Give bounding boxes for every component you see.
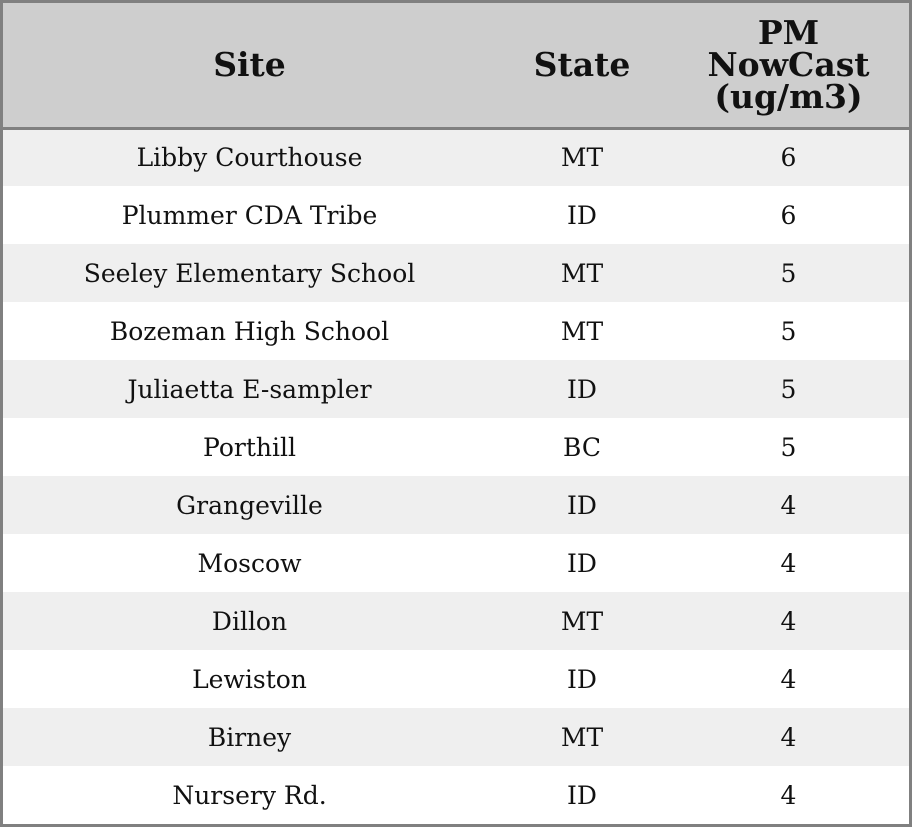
cell-pm: 5 [780,432,797,462]
table-row [3,244,909,302]
cell-site: Birney [207,722,292,752]
cell-pm: 4 [780,606,797,636]
table-body [3,128,909,824]
cell-pm: 4 [780,490,797,520]
table-row [3,534,909,592]
table-row [3,418,909,476]
cell-pm: 4 [780,664,797,694]
header-row [3,3,909,128]
cell-site: Seeley Elementary School [83,258,416,288]
cell-site: Bozeman High School [109,316,390,346]
cell-state: MT [560,258,604,288]
cell-state: MT [560,316,604,346]
cell-state: ID [567,374,597,404]
cell-site: Juliaetta E-sampler [127,374,372,404]
cell-site: Lewiston [192,664,307,694]
header-state: State [496,3,668,128]
table-row [3,302,909,360]
cell-state: MT [560,722,604,752]
cell-site: Nursery Rd. [172,780,327,810]
table-row [3,360,909,418]
header-site: Site [3,3,496,128]
cell-pm: 5 [780,316,797,346]
table-row [3,708,909,766]
cell-pm: 6 [780,200,797,230]
cell-pm: 4 [780,780,797,810]
cell-site: Grangeville [176,490,323,520]
cell-site: Porthill [203,432,296,462]
cell-site: Libby Courthouse [136,143,363,173]
table-header [3,3,909,128]
table-row [3,650,909,708]
table-row [3,186,909,244]
cell-site: Moscow [197,548,302,578]
table-row [3,592,909,650]
table-row [3,128,909,186]
cell-pm: 5 [780,258,797,288]
cell-state: ID [567,548,597,578]
cell-state: ID [567,490,597,520]
cell-state: MT [560,606,604,636]
cell-pm: 4 [780,722,797,752]
cell-state: ID [567,200,597,230]
cell-site: Dillon [211,606,288,636]
cell-state: ID [567,664,597,694]
table-row [3,476,909,534]
cell-state: ID [567,780,597,810]
cell-pm: 4 [780,548,797,578]
air-quality-table [3,3,909,824]
header-pm-line2: NowCast [707,44,870,84]
cell-state: BC [563,432,601,462]
cell-pm: 6 [780,143,797,173]
table-row [3,766,909,824]
cell-state: MT [560,143,604,173]
header-pm-line1: PM [757,12,820,52]
header-pm-line3: (ug/m3) [714,76,863,116]
cell-pm: 5 [780,374,797,404]
header-pm-nowcast [668,3,909,128]
cell-site: Plummer CDA Tribe [121,200,378,230]
